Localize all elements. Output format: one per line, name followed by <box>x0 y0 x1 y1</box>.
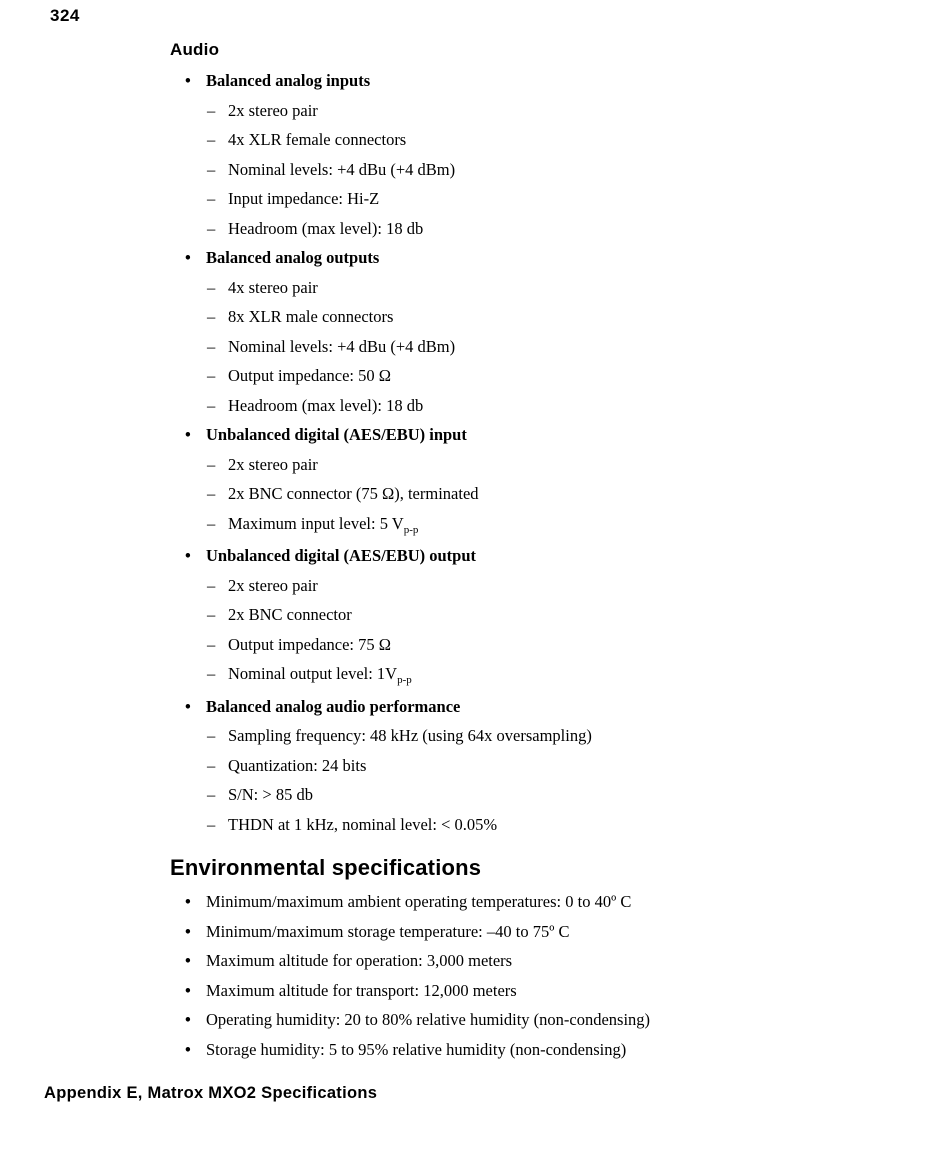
dash-text: Sampling frequency: 48 kHz (using 64x oversampling) <box>228 726 592 745</box>
bullet-text: Minimum/maximum storage temperature: –40 to 75º C <box>206 921 570 941</box>
footer-text: Appendix E, Matrox MXO2 Specifications <box>44 1084 378 1102</box>
bullet-title: Balanced analog audio performance <box>206 696 461 716</box>
bullet-marker: • <box>185 1039 191 1059</box>
dash-marker: – <box>207 277 216 297</box>
bullet-title: Unbalanced digital (AES/EBU) output <box>206 546 477 565</box>
dash-text: Output impedance: 75 Ω <box>228 634 392 654</box>
dash-text: 4x XLR female connectors <box>228 130 407 149</box>
bullet-text: Storage humidity: 5 to 95% relative humidity (non-condensing) <box>206 1039 627 1059</box>
dash-marker: – <box>207 484 216 503</box>
dash-text: Nominal levels: +4 dBu (+4 dBm) <box>228 336 456 356</box>
dash-marker: – <box>207 189 216 208</box>
dash-marker: – <box>207 755 216 775</box>
bullet-marker: • <box>185 696 191 716</box>
dash-marker: – <box>207 366 216 385</box>
dash-text: Quantization: 24 bits <box>228 755 367 775</box>
dash-item <box>170 450 850 480</box>
dash-item <box>170 659 850 692</box>
dash-marker: – <box>207 130 216 149</box>
bullet-marker: • <box>185 1010 191 1029</box>
dash-text: Headroom (max level): 18 db <box>228 218 424 238</box>
bullet-item <box>170 946 850 976</box>
dash-item <box>170 391 850 421</box>
dash-text: Output impedance: 50 Ω <box>228 366 392 385</box>
bullet-marker: • <box>185 425 191 444</box>
dash-text: 2x BNC connector <box>228 605 352 624</box>
bullet-marker: • <box>185 921 191 941</box>
dash-marker: – <box>207 814 216 834</box>
dash-item <box>170 96 850 126</box>
dash-marker: – <box>207 100 216 120</box>
page-number: 324 <box>50 6 80 25</box>
bullet-item <box>170 917 850 947</box>
bullet-item <box>170 66 850 96</box>
dash-item <box>170 479 850 509</box>
dash-marker: – <box>207 726 216 745</box>
dash-item <box>170 332 850 362</box>
dash-text <box>228 659 412 692</box>
dash-item <box>170 630 850 660</box>
dash-item <box>170 721 850 751</box>
dash-text: THDN at 1 kHz, nominal level: < 0.05% <box>228 814 498 834</box>
dash-text: 2x stereo pair <box>228 454 318 474</box>
dash-item <box>170 361 850 391</box>
dash-item <box>170 184 850 214</box>
bullet-marker: • <box>185 546 191 565</box>
bullet-marker: • <box>185 71 191 90</box>
dash-marker: – <box>207 634 216 654</box>
dash-item <box>170 273 850 303</box>
dash-marker: – <box>207 513 216 533</box>
dash-text: Headroom (max level): 18 db <box>228 395 424 415</box>
subscript-text: p-p <box>397 674 412 686</box>
dash-item <box>170 125 850 155</box>
dash-text: 2x stereo pair <box>228 100 318 120</box>
dash-marker: – <box>207 575 216 595</box>
bullet-item <box>170 976 850 1006</box>
dash-text: 8x XLR male connectors <box>228 307 394 326</box>
bullet-item <box>170 420 850 450</box>
bullet-item <box>170 1005 850 1035</box>
dash-marker: – <box>207 159 216 179</box>
bullet-marker: • <box>185 248 191 267</box>
dash-item <box>170 751 850 781</box>
bullet-marker: • <box>185 951 191 970</box>
dash-item <box>170 571 850 601</box>
audio-heading: Audio <box>170 40 220 59</box>
dash-text: 2x stereo pair <box>228 575 318 595</box>
dash-text-main: Nominal output level: 1V <box>228 664 398 683</box>
bullet-item <box>170 692 850 722</box>
dash-item <box>170 214 850 244</box>
dash-item <box>170 155 850 185</box>
bullet-item <box>170 1035 850 1065</box>
bullet-text: Minimum/maximum ambient operating temperatures: 0 to 40º C <box>206 892 632 911</box>
dash-marker: – <box>207 218 216 238</box>
dash-marker: – <box>207 307 216 326</box>
bullet-text: Maximum altitude for transport: 12,000 meters <box>206 980 517 1000</box>
dash-marker: – <box>207 454 216 474</box>
bullet-title: Balanced analog outputs <box>206 248 380 267</box>
dash-marker: – <box>207 785 216 804</box>
dash-text <box>228 509 418 542</box>
dash-marker: – <box>207 605 216 624</box>
bullet-item <box>170 243 850 273</box>
bullet-title: Unbalanced digital (AES/EBU) input <box>206 425 467 444</box>
dash-item <box>170 302 850 332</box>
bullet-text: Operating humidity: 20 to 80% relative humidity (non-condensing) <box>206 1010 651 1029</box>
dash-marker: – <box>207 664 216 683</box>
dash-text: 4x stereo pair <box>228 277 318 297</box>
environmental-heading: Environmental specifications <box>170 855 482 880</box>
bullet-item <box>170 887 850 917</box>
dash-text: Nominal levels: +4 dBu (+4 dBm) <box>228 159 456 179</box>
dash-text: 2x BNC connector (75 Ω), terminated <box>228 484 479 503</box>
dash-item <box>170 780 850 810</box>
dash-text: S/N: > 85 db <box>228 785 313 804</box>
dash-item <box>170 600 850 630</box>
subscript-text: p-p <box>403 523 419 536</box>
dash-item <box>170 509 850 542</box>
dash-item <box>170 810 850 840</box>
bullet-item <box>170 541 850 571</box>
bullet-text: Maximum altitude for operation: 3,000 meters <box>206 951 513 970</box>
dash-text-main: Maximum input level: 5 V <box>228 513 404 533</box>
dash-marker: – <box>207 395 216 415</box>
bullet-title: Balanced analog inputs <box>206 71 371 90</box>
bullet-marker: • <box>185 980 191 1000</box>
dash-text: Input impedance: Hi-Z <box>228 189 380 208</box>
page-content <box>170 37 850 1064</box>
bullet-marker: • <box>185 892 191 911</box>
dash-marker: – <box>207 336 216 356</box>
